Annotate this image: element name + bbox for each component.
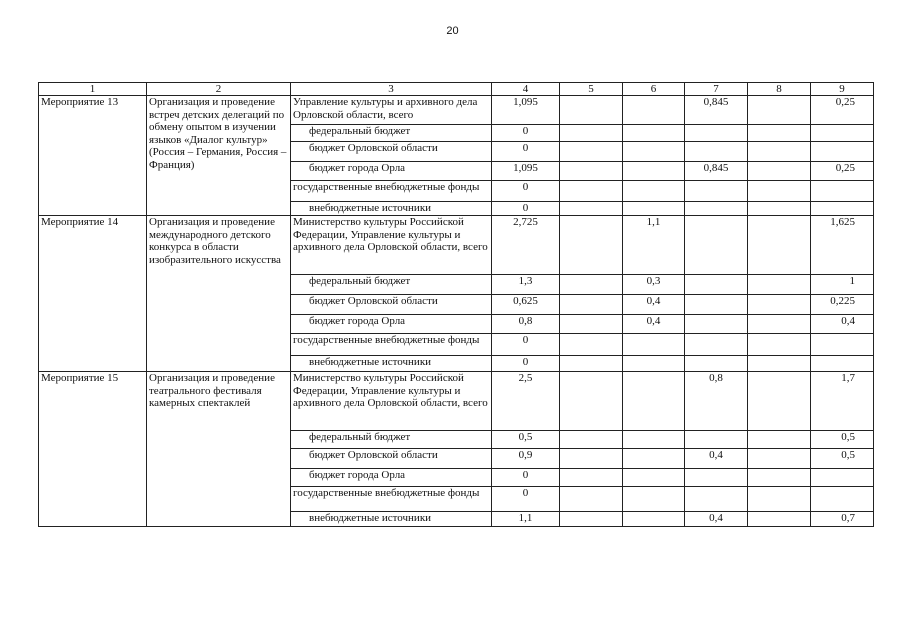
value-cell-c8 bbox=[748, 512, 811, 527]
value-cell-c5 bbox=[560, 487, 623, 512]
value-cell-c5 bbox=[560, 181, 623, 202]
value-cell-c8 bbox=[748, 216, 811, 275]
funding-source: бюджет города Орла bbox=[291, 162, 492, 181]
value-cell-c5 bbox=[560, 96, 623, 125]
value-cell-c8 bbox=[748, 162, 811, 181]
value-cell-c7: 0,4 bbox=[685, 449, 748, 469]
value-cell-c6: 1,1 bbox=[623, 216, 685, 275]
funding-source: бюджет города Орла bbox=[291, 469, 492, 487]
value-cell-c4: 0 bbox=[492, 125, 560, 142]
value-cell-c4: 0,9 bbox=[492, 449, 560, 469]
value-cell-c6: 0,4 bbox=[623, 295, 685, 315]
value-cell-c6 bbox=[623, 487, 685, 512]
value-cell-c4: 0 bbox=[492, 202, 560, 216]
value-cell-c6: 0,3 bbox=[623, 275, 685, 295]
value-cell-c7 bbox=[685, 315, 748, 334]
value-cell-c9 bbox=[811, 125, 874, 142]
funding-source: федеральный бюджет bbox=[291, 275, 492, 295]
value-cell-c5 bbox=[560, 431, 623, 449]
value-cell-c8 bbox=[748, 295, 811, 315]
value-cell-c5 bbox=[560, 125, 623, 142]
value-cell-c4: 0 bbox=[492, 142, 560, 162]
funding-source: бюджет города Орла bbox=[291, 315, 492, 334]
value-cell-c8 bbox=[748, 449, 811, 469]
activity-name: Мероприятие 14 bbox=[39, 216, 147, 372]
value-cell-c4: 2,725 bbox=[492, 216, 560, 275]
value-cell-c6: 0,4 bbox=[623, 315, 685, 334]
funding-source: бюджет Орловской области bbox=[291, 449, 492, 469]
value-cell-c6 bbox=[623, 142, 685, 162]
value-cell-c5 bbox=[560, 449, 623, 469]
value-cell-c4: 0,625 bbox=[492, 295, 560, 315]
value-cell-c4: 2,5 bbox=[492, 372, 560, 431]
value-cell-c9: 0,5 bbox=[811, 449, 874, 469]
value-cell-c8 bbox=[748, 181, 811, 202]
value-cell-c8 bbox=[748, 142, 811, 162]
value-cell-c6 bbox=[623, 512, 685, 527]
activity-description: Организация и проведение международного детского конкурса в области изобразительного искусства bbox=[147, 216, 291, 372]
header-cell: 8 bbox=[748, 83, 811, 96]
activity-description: Организация и проведение театрального фестиваля камерных спектаклей bbox=[147, 372, 291, 527]
value-cell-c9: 0,5 bbox=[811, 431, 874, 449]
value-cell-c6 bbox=[623, 181, 685, 202]
value-cell-c9 bbox=[811, 142, 874, 162]
header-row bbox=[39, 83, 874, 96]
value-cell-c6 bbox=[623, 469, 685, 487]
value-cell-c9 bbox=[811, 356, 874, 372]
value-cell-c7 bbox=[685, 431, 748, 449]
page-number: 20 bbox=[446, 25, 459, 37]
value-cell-c8 bbox=[748, 96, 811, 125]
value-cell-c5 bbox=[560, 202, 623, 216]
value-cell-c6 bbox=[623, 162, 685, 181]
value-cell-c7 bbox=[685, 469, 748, 487]
value-cell-c7 bbox=[685, 181, 748, 202]
value-cell-c7: 0,845 bbox=[685, 162, 748, 181]
value-cell-c7 bbox=[685, 275, 748, 295]
value-cell-c9 bbox=[811, 202, 874, 216]
value-cell-c6 bbox=[623, 449, 685, 469]
value-cell-c4: 0 bbox=[492, 181, 560, 202]
value-cell-c6 bbox=[623, 202, 685, 216]
value-cell-c5 bbox=[560, 162, 623, 181]
value-cell-c7 bbox=[685, 216, 748, 275]
funding-source: внебюджетные источники bbox=[291, 202, 492, 216]
value-cell-c9 bbox=[811, 181, 874, 202]
funding-source: Министерство культуры Российской Федерации, Управление культуры и архивного дела Орловской области, всего bbox=[291, 372, 492, 431]
activity-name: Мероприятие 13 bbox=[39, 96, 147, 216]
table-row bbox=[39, 96, 874, 125]
value-cell-c6 bbox=[623, 356, 685, 372]
value-cell-c4: 0,5 bbox=[492, 431, 560, 449]
table-row bbox=[39, 372, 874, 431]
value-cell-c7 bbox=[685, 142, 748, 162]
value-cell-c5 bbox=[560, 334, 623, 356]
header-cell: 1 bbox=[39, 83, 147, 96]
value-cell-c8 bbox=[748, 372, 811, 431]
value-cell-c5 bbox=[560, 372, 623, 431]
value-cell-c5 bbox=[560, 469, 623, 487]
table-row bbox=[39, 216, 874, 275]
value-cell-c4: 0 bbox=[492, 487, 560, 512]
value-cell-c4: 1,095 bbox=[492, 96, 560, 125]
funding-source: Министерство культуры Российской Федерации, Управление культуры и архивного дела Орловской области, всего bbox=[291, 216, 492, 275]
value-cell-c8 bbox=[748, 315, 811, 334]
activity-description: Организация и проведение встреч детских делегаций по обмену опытом в изучении языков «Диалог культур» (Россия – Германия, Россия – Франция) bbox=[147, 96, 291, 216]
funding-source: государственные внебюджетные фонды bbox=[291, 181, 492, 202]
value-cell-c4: 0,8 bbox=[492, 315, 560, 334]
value-cell-c8 bbox=[748, 431, 811, 449]
funding-source: бюджет Орловской области bbox=[291, 295, 492, 315]
value-cell-c5 bbox=[560, 315, 623, 334]
value-cell-c7: 0,4 bbox=[685, 512, 748, 527]
header-cell: 4 bbox=[492, 83, 560, 96]
funding-source: федеральный бюджет bbox=[291, 431, 492, 449]
value-cell-c6 bbox=[623, 96, 685, 125]
value-cell-c9: 0,225 bbox=[811, 295, 874, 315]
value-cell-c5 bbox=[560, 275, 623, 295]
header-cell: 3 bbox=[291, 83, 492, 96]
header-cell: 2 bbox=[147, 83, 291, 96]
value-cell-c9 bbox=[811, 334, 874, 356]
value-cell-c9: 0,25 bbox=[811, 162, 874, 181]
value-cell-c5 bbox=[560, 356, 623, 372]
value-cell-c4: 1,3 bbox=[492, 275, 560, 295]
value-cell-c5 bbox=[560, 142, 623, 162]
value-cell-c9: 0,4 bbox=[811, 315, 874, 334]
value-cell-c5 bbox=[560, 512, 623, 527]
value-cell-c7 bbox=[685, 487, 748, 512]
value-cell-c7 bbox=[685, 295, 748, 315]
value-cell-c6 bbox=[623, 334, 685, 356]
value-cell-c8 bbox=[748, 487, 811, 512]
value-cell-c6 bbox=[623, 372, 685, 431]
value-cell-c8 bbox=[748, 334, 811, 356]
value-cell-c7: 0,845 bbox=[685, 96, 748, 125]
value-cell-c8 bbox=[748, 469, 811, 487]
value-cell-c7: 0,8 bbox=[685, 372, 748, 431]
activity-name: Мероприятие 15 bbox=[39, 372, 147, 527]
value-cell-c6 bbox=[623, 125, 685, 142]
value-cell-c9: 1,7 bbox=[811, 372, 874, 431]
funding-source: Управление культуры и архивного дела Орловской области, всего bbox=[291, 96, 492, 125]
value-cell-c4: 0 bbox=[492, 334, 560, 356]
value-cell-c9: 0,7 bbox=[811, 512, 874, 527]
value-cell-c7 bbox=[685, 202, 748, 216]
value-cell-c5 bbox=[560, 216, 623, 275]
funding-table bbox=[38, 82, 874, 527]
table-body bbox=[39, 96, 874, 527]
funding-source: бюджет Орловской области bbox=[291, 142, 492, 162]
value-cell-c4: 0 bbox=[492, 469, 560, 487]
header-cell: 5 bbox=[560, 83, 623, 96]
value-cell-c8 bbox=[748, 202, 811, 216]
value-cell-c8 bbox=[748, 356, 811, 372]
value-cell-c7 bbox=[685, 356, 748, 372]
value-cell-c4: 1,1 bbox=[492, 512, 560, 527]
value-cell-c9 bbox=[811, 469, 874, 487]
value-cell-c9: 1 bbox=[811, 275, 874, 295]
value-cell-c8 bbox=[748, 275, 811, 295]
value-cell-c4: 1,095 bbox=[492, 162, 560, 181]
value-cell-c9: 0,25 bbox=[811, 96, 874, 125]
header-cell: 9 bbox=[811, 83, 874, 96]
header-cell: 6 bbox=[623, 83, 685, 96]
funding-source: внебюджетные источники bbox=[291, 512, 492, 527]
value-cell-c7 bbox=[685, 125, 748, 142]
header-cell: 7 bbox=[685, 83, 748, 96]
value-cell-c6 bbox=[623, 431, 685, 449]
value-cell-c9: 1,625 bbox=[811, 216, 874, 275]
funding-source: федеральный бюджет bbox=[291, 125, 492, 142]
value-cell-c8 bbox=[748, 125, 811, 142]
funding-source: внебюджетные источники bbox=[291, 356, 492, 372]
value-cell-c7 bbox=[685, 334, 748, 356]
value-cell-c9 bbox=[811, 487, 874, 512]
funding-source: государственные внебюджетные фонды bbox=[291, 334, 492, 356]
funding-source: государственные внебюджетные фонды bbox=[291, 487, 492, 512]
value-cell-c4: 0 bbox=[492, 356, 560, 372]
value-cell-c5 bbox=[560, 295, 623, 315]
